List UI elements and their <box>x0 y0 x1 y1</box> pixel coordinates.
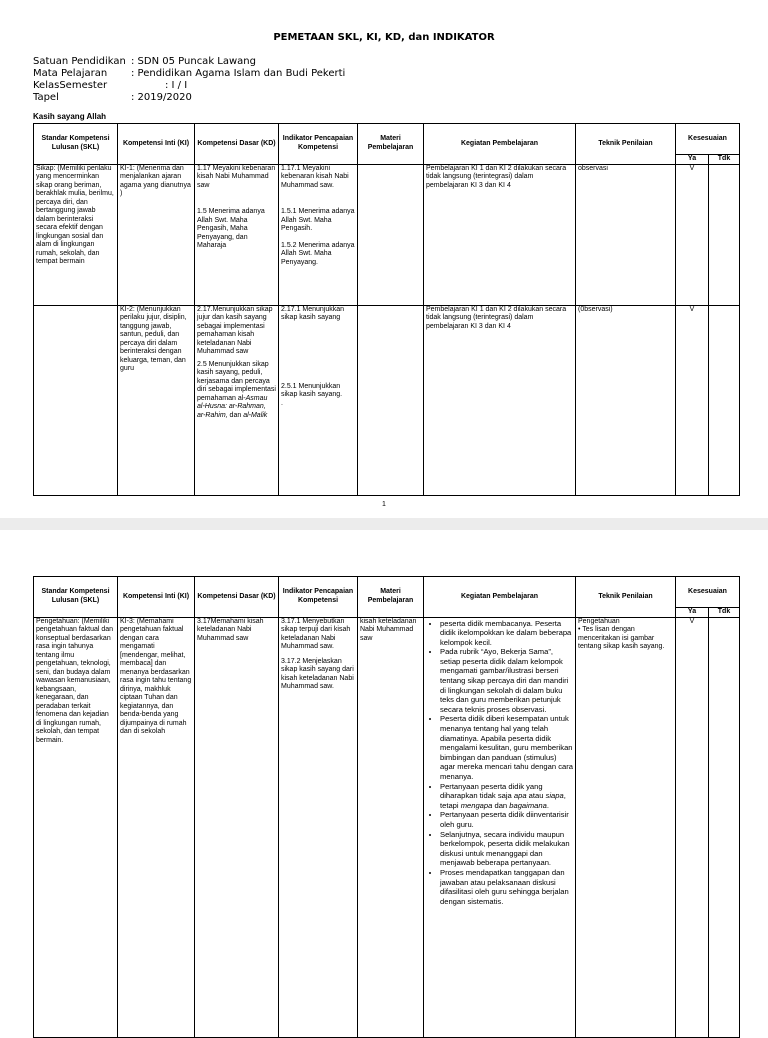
list-text: . <box>546 800 549 810</box>
cell-indikator <box>279 617 358 1037</box>
meta-value: : I / I <box>165 80 188 91</box>
teknik-item: • Tes lisan dengan menceritakan isi gambar tentang sikap kasih sayang. <box>578 626 665 650</box>
document-page-2 <box>0 530 768 1024</box>
mapping-table-page-2 <box>33 576 740 1038</box>
kd-text: dan <box>227 411 244 419</box>
table-row <box>34 305 740 495</box>
list-text: , tetapi <box>440 791 566 810</box>
header-indikator: Indikator Pencapaian Kompetensi <box>279 577 358 618</box>
header-tdk: Tdk <box>709 155 740 165</box>
cell-ya: V <box>676 164 709 305</box>
cell-skl: Sikap: (Memiliki perilaku yang mencerminkan sikap orang beriman, berakhlak mulia, berilmu, percaya diri, dan bertanggung jawab dalam berinteraksi secara efektif dengan lingkungan sosial dan alam di lingkungan rumah, sekolah, dan tempat bermain <box>34 164 118 305</box>
page-number: 1 <box>382 501 386 508</box>
header-teknik: Teknik Penilaian <box>576 124 676 165</box>
section-subtitle: Kasih sayang Allah <box>33 112 107 121</box>
header-kegiatan: Kegiatan Pembelajaran <box>424 124 576 165</box>
cell-kegiatan: Pembelajaran KI 1 dan KI 2 dilakukan secara tidak langsung (terintegrasi) dalam pembelajaran KI 3 dan KI 4 <box>424 305 576 495</box>
header-kegiatan: Kegiatan Pembelajaran <box>424 577 576 618</box>
header-kesesuaian: Kesesuaian <box>676 577 740 608</box>
list-item: • Selanjutnya, secara individu maupun berkelompok, peserta didik melakukan diskusi untuk menanggapi dan menjawab beberapa pertanyaan. <box>440 830 573 868</box>
header-ki: Kompetensi Inti (KI) <box>118 124 195 165</box>
kd-text-italic: Asmau al-Husna: ar-Rahman, ar-Rahim, <box>197 394 268 419</box>
header-indikator: Indikator Pencapaian Kompetensi <box>279 124 358 165</box>
kd-item: 1.5 Menerima adanya Allah Swt. Maha Pengasih, Maha Penyayang, dan Maharaja <box>197 208 265 249</box>
indikator-item: 3.17.1 Menyebutkan sikap terpuji dari kisah keteladanan Nabi Muhammad saw. <box>281 617 351 650</box>
header-kd: Kompetensi Dasar (KD) <box>195 124 279 165</box>
cell-skl <box>34 305 118 495</box>
indikator-item: 1.17.1 Meyakini kebenaran kisah Nabi Muhammad saw. <box>281 164 349 189</box>
meta-label: Mata Pelajaran <box>33 68 108 79</box>
cell-kegiatan <box>424 617 576 1037</box>
kd-text: 2.5 Menunjukkan sikap kasih sayang, peduli, kerjasama dan percaya diri sebagai implementasi pemahaman al- <box>197 360 276 402</box>
meta-label: Satuan Pendidikan <box>33 56 126 67</box>
kd-text-italic: al-Malik <box>243 411 268 419</box>
kd-item: 2.17.Menunjukkan sikap jujur dan kasih sayang sebagai implementasi pemahaman kisah keteladanan Nabi Muhammad saw <box>197 305 273 355</box>
document-title: PEMETAAN SKL, KI, KD, dan INDIKATOR <box>273 32 495 43</box>
meta-value: : 2019/2020 <box>131 92 192 103</box>
table-row <box>34 617 740 1037</box>
indikator-item: 3.17.2 Menjelaskan sikap kasih sayang dari kisah keteladanan Nabi Muhammad saw. <box>281 657 354 690</box>
header-teknik: Teknik Penilaian <box>576 577 676 618</box>
cell-materi <box>358 164 424 305</box>
list-item: • Pertanyaan peserta didik diinventarisir oleh guru. <box>440 810 573 829</box>
cell-materi: kisah keteladanan Nabi Muhammad saw <box>358 617 424 1037</box>
header-skl: Standar Kompetensi Lulusan (SKL) <box>34 577 118 618</box>
header-skl: Standar Kompetensi Lulusan (SKL) <box>34 124 118 165</box>
indikator-item: 1.5.1 Menerima adanya Allah Swt. Maha Pengasih. <box>281 208 355 232</box>
cell-kd <box>195 305 279 495</box>
header-kd: Kompetensi Dasar (KD) <box>195 577 279 618</box>
cell-teknik: (0bservasi) <box>576 305 676 495</box>
meta-value: : SDN 05 Puncak Lawang <box>131 56 256 67</box>
cell-ya: V <box>676 617 709 1037</box>
cell-ki: KI-2: (Menunjukkan perilaku jujur, disiplin, tanggung jawab, santun, peduli, dan percaya diri dalam berinteraksi dengan keluarga, teman, dan guru <box>118 305 195 495</box>
teknik-item: Pengetahuan <box>578 617 620 625</box>
header-ya: Ya <box>676 608 709 618</box>
list-text-italic: mengapa <box>460 800 493 810</box>
mapping-table-page-1 <box>33 123 740 496</box>
list-text: Pertanyaan peserta didik yang diharapkan tidak saja <box>440 781 543 801</box>
cell-indikator <box>279 305 358 495</box>
indikator-item: 2.17.1 Menunjukkan sikap kasih sayang <box>281 305 345 321</box>
cell-ki: KI-3: (Memahami pengetahuan faktual dengan cara mengamati [mendengar, melihat, membaca] dan menanya berdasarkan rasa ingin tahu tentang dirinya, makhluk ciptaan Tuhan dan kegiatannya, dan benda-benda yang dijumpainya di rumah dan di sekolah <box>118 617 195 1037</box>
cell-ya: V <box>676 305 709 495</box>
header-ya: Ya <box>676 155 709 165</box>
header-tdk: Tdk <box>709 608 740 618</box>
cell-kd <box>195 164 279 305</box>
cell-tdk <box>709 305 740 495</box>
list-text: dan <box>492 800 510 810</box>
list-text-italic: siapa <box>545 791 564 801</box>
list-text-italic: apa <box>513 791 527 801</box>
document-page-1 <box>0 0 768 518</box>
meta-label: Tapel <box>33 92 59 103</box>
cell-teknik <box>576 617 676 1037</box>
list-item <box>440 782 573 811</box>
header-ki: Kompetensi Inti (KI) <box>118 577 195 618</box>
cell-kd: 3.17Memahami kisah keteladanan Nabi Muhammad saw <box>195 617 279 1037</box>
list-item: • Proses mendapatkan tanggapan dan jawaban atau pelaksanaan diskusi difasilitasi oleh guru sehingga berjalan dengan sistematis. <box>440 868 573 906</box>
page-separator <box>0 518 768 530</box>
header-materi: Materi Pembelajaran <box>358 124 424 165</box>
header-kesesuaian: Kesesuaian <box>676 124 740 155</box>
meta-value: : Pendidikan Agama Islam dan Budi Pekerti <box>131 68 346 79</box>
cell-teknik: observasi <box>576 164 676 305</box>
indikator-item: 1.5.2 Menerima adanya Allah Swt. Maha Penyayang. <box>281 241 355 266</box>
cell-materi <box>358 305 424 495</box>
list-item: • Pada rubrik “Ayo, Bekerja Sama”, setiap peserta didik dalam kelompok mengamati gambar/ilustrasi berseri tentang sikap percaya diri dan mandiri di lingkungan sekolah di dalam buku teks dan guru memberikan petunjuk secara teknis proses observasi. <box>440 647 573 714</box>
list-item: • Peserta didik diberi kesempatan untuk menanya tentang hal yang telah diamatinya. Apabila peserta didik mengalami kesulitan, guru memberikan bimbingan dan panduan (stimulus) agar mereka mencari tahu dengan cara menanya. <box>440 714 573 781</box>
kd-item: 1.17 Meyakini kebenaran kisah Nabi Muhammad saw <box>197 164 276 189</box>
list-text-italic: bagaimana <box>509 800 547 810</box>
cell-tdk <box>709 617 740 1037</box>
cell-skl: Pengetahuan: (Memiliki pengetahuan faktual dan konseptual berdasarkan rasa ingin tahunya tentang ilmu pengetahuan, teknologi, seni, dan budaya dalam wawasan kemanusiaan, kebangsaan, kenegaraan, dan peradaban terkait fenomena dan kejadian di lingkungan rumah, sekolah, dan tempat bermain. <box>34 617 118 1037</box>
cell-kegiatan: Pembelajaran KI 1 dan KI 2 dilakukan secara tidak langsung (terintegrasi) dalam pembelajaran KI 3 dan KI 4 <box>424 164 576 305</box>
list-text: atau <box>526 791 546 801</box>
kegiatan-list <box>426 619 573 907</box>
cell-tdk <box>709 164 740 305</box>
table-header-row <box>34 577 740 608</box>
table-header-row <box>34 124 740 155</box>
meta-label: KelasSemester <box>33 80 108 91</box>
cell-ki: KI-1: (Menerima dan menjalankan ajaran agama yang dianutnya ) <box>118 164 195 305</box>
table-row <box>34 164 740 305</box>
indikator-item: . <box>281 399 283 407</box>
indikator-item: 2.5.1 Menunjukkan sikap kasih sayang. <box>281 382 343 398</box>
list-item: • peserta didik membacanya. Peserta didik ikelompokkan ke dalam beberapa kelompok kecil. <box>440 619 573 648</box>
header-materi: Materi Pembelajaran <box>358 577 424 618</box>
cell-indikator <box>279 164 358 305</box>
kd-item <box>197 361 276 421</box>
